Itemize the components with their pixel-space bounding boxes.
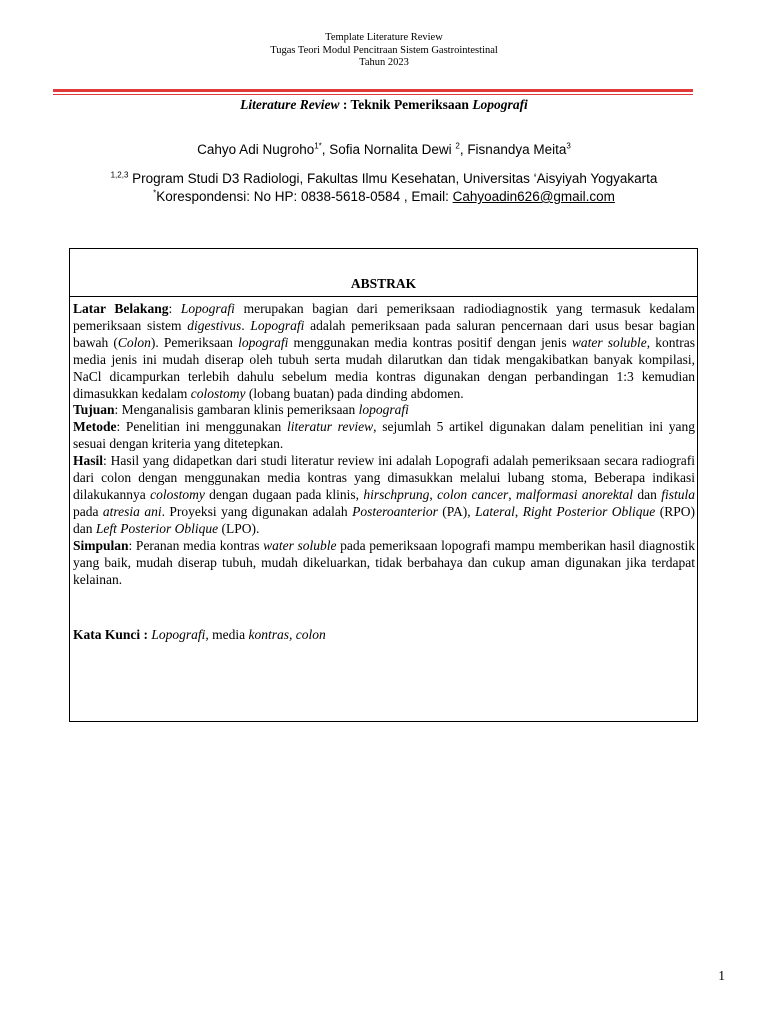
author-list: Cahyo Adi Nugroho$^{1*}$, Sofia Nornalita Dewi $^2$, Fisnandya Meita$^3$ — [197, 141, 571, 157]
correspondence-line: *Korespondensi: No HP: 0838-5618-0584 , Email: Cahyoadin626@gmail.com — [153, 188, 615, 204]
page-number: 1 — [718, 968, 725, 983]
abstract-body — [73, 301, 695, 588]
abstract-heading: ABSTRAK — [350, 276, 417, 291]
hasil-paragraph: Hasil: Hasil yang didapetkan dari studi literatur review ini adalah Lopografi adalah pemeriksaan secara radiografi dari colon dengan menggunakan media kontras yang dimasukkan melalui lubang stoma, Beberapa indikasi dilakukannya colostomy dengan dugaan pada klinis, hirschprung, colon cancer, malformasi anorektal dan fistula pada atresia ani. Proyeksi yang digunakan adalah Posteroanterior (PA), Lateral, Right Posterior Oblique (RPO) dan Left Posterior Oblique (LPO). — [73, 453, 696, 536]
email-link[interactable]: Cahyoadin626@gmail.com — [452, 189, 615, 204]
header-line-2: Tugas Teori Modul Pencitraan Sistem Gastrointestinal — [270, 44, 498, 56]
paper-title: Literature Review : Teknik Pemeriksaan Lopografi — [240, 97, 528, 112]
simpulan-paragraph: Simpulan: Peranan media kontras water soluble pada pemeriksaan lopografi mampu memberikan hasil diagnostik yang baik, mudah diserap tubuh, mudah dikeluarkan, tidak berbahaya dan cukup aman digunakan jika terdapat kelainan. — [73, 537, 695, 587]
tujuan-paragraph: Tujuan: Menganalisis gambaran klinis pemeriksaan lopografi — [73, 402, 409, 418]
metode-paragraph: Metode: Penelitian ini menggunakan literatur review, sejumlah 5 artikel digunakan dalam penelitian ini yang sesuai dengan kriteria yang ditetepkan. — [73, 419, 695, 452]
header-line-1: Template Literature Review — [325, 32, 443, 43]
abstract-title-divider — [69, 296, 698, 297]
header-rule-thick — [53, 89, 693, 92]
affiliation-line: $^{1,2,3}$ Program Studi D3 Radiologi, Fakultas Ilmu Kesehatan, Universitas ‘Aisyiyah Yogyakarta — [110, 170, 658, 186]
document-header — [0, 32, 768, 70]
header-line-3: Tahun 2023 — [359, 57, 409, 68]
header-rule-thin — [53, 94, 693, 95]
latar-belakang-paragraph: Latar Belakang: Lopografi merupakan bagian dari pemeriksaan radiodiagnostik yang termasuk kedalam pemeriksaan sistem digestivus. Lopografi adalah pemeriksaan pada saluran pencernaan dari usus besar bagian bawah (Colon). Pemeriksaan lopografi menggunakan media kontras positif dengan jenis water soluble, kontras media jenis ini mudah diserap oleh tubuh serta mudah dilarutkan dan tidak mengakibatkan banyak kompilasi, NaCl dicampurkan terlebih dahulu sebelum media kontras digunakan dengan perbandingan 1:3 kemudian dimasukkan kedalam colostomy (lobang buatan) pada dinding abdomen. — [73, 301, 696, 401]
keywords-line: Kata Kunci : Lopografi, media kontras, colon — [73, 627, 326, 642]
affiliation-block — [0, 170, 768, 206]
